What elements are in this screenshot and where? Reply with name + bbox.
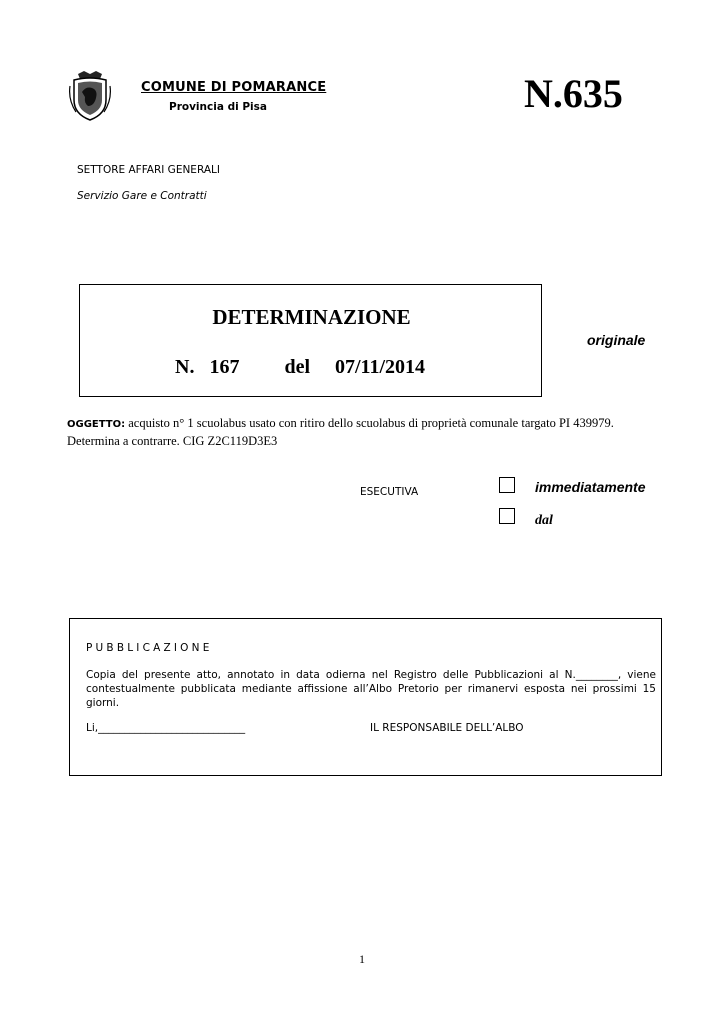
place-date-line: Li,____________________________ (86, 722, 246, 734)
subject-block (67, 415, 659, 449)
from-date-checkbox[interactable] (499, 508, 515, 524)
subject-label: OGGETTO: (67, 419, 126, 430)
subject-text: acquisto n° 1 scuolabus usato con ritiro dello scuolabus di proprietà comunale targato PI 439979. Determina a contrarre. CIG Z2C119D3E3 (67, 416, 614, 448)
signatory-title: IL RESPONSABILE DELL’ALBO (370, 722, 524, 734)
publication-title: PUBBLICAZIONE (86, 642, 213, 654)
sector-name: SETTORE AFFARI GENERALI (77, 164, 220, 176)
municipality-name: COMUNE DI POMARANCE (141, 80, 327, 95)
publication-box (69, 618, 662, 776)
publication-text: Copia del presente atto, annotato in data odierna nel Registro delle Pubblicazioni al N.________, viene contestualmente pubblicata mediante affissione all’Albo Pretorio per rimanervi esposta nei prossimi 15 giorni. (86, 669, 656, 709)
determination-number-date: N. 167 del 07/11/2014 (175, 356, 426, 378)
executive-label: ESECUTIVA (360, 486, 419, 498)
determination-title: DETERMINAZIONE (212, 305, 411, 329)
copy-type-label: originale (587, 332, 646, 348)
document-number: N.635 (524, 71, 623, 116)
immediately-label: immediatamente (535, 479, 646, 495)
determination-box (79, 284, 542, 397)
municipality-crest-icon (68, 70, 112, 122)
service-name: Servizio Gare e Contratti (77, 190, 207, 202)
province-name: Provincia di Pisa (169, 101, 267, 113)
from-date-label: dal (535, 513, 553, 528)
page-number: 1 (359, 952, 365, 966)
immediately-checkbox[interactable] (499, 477, 515, 493)
